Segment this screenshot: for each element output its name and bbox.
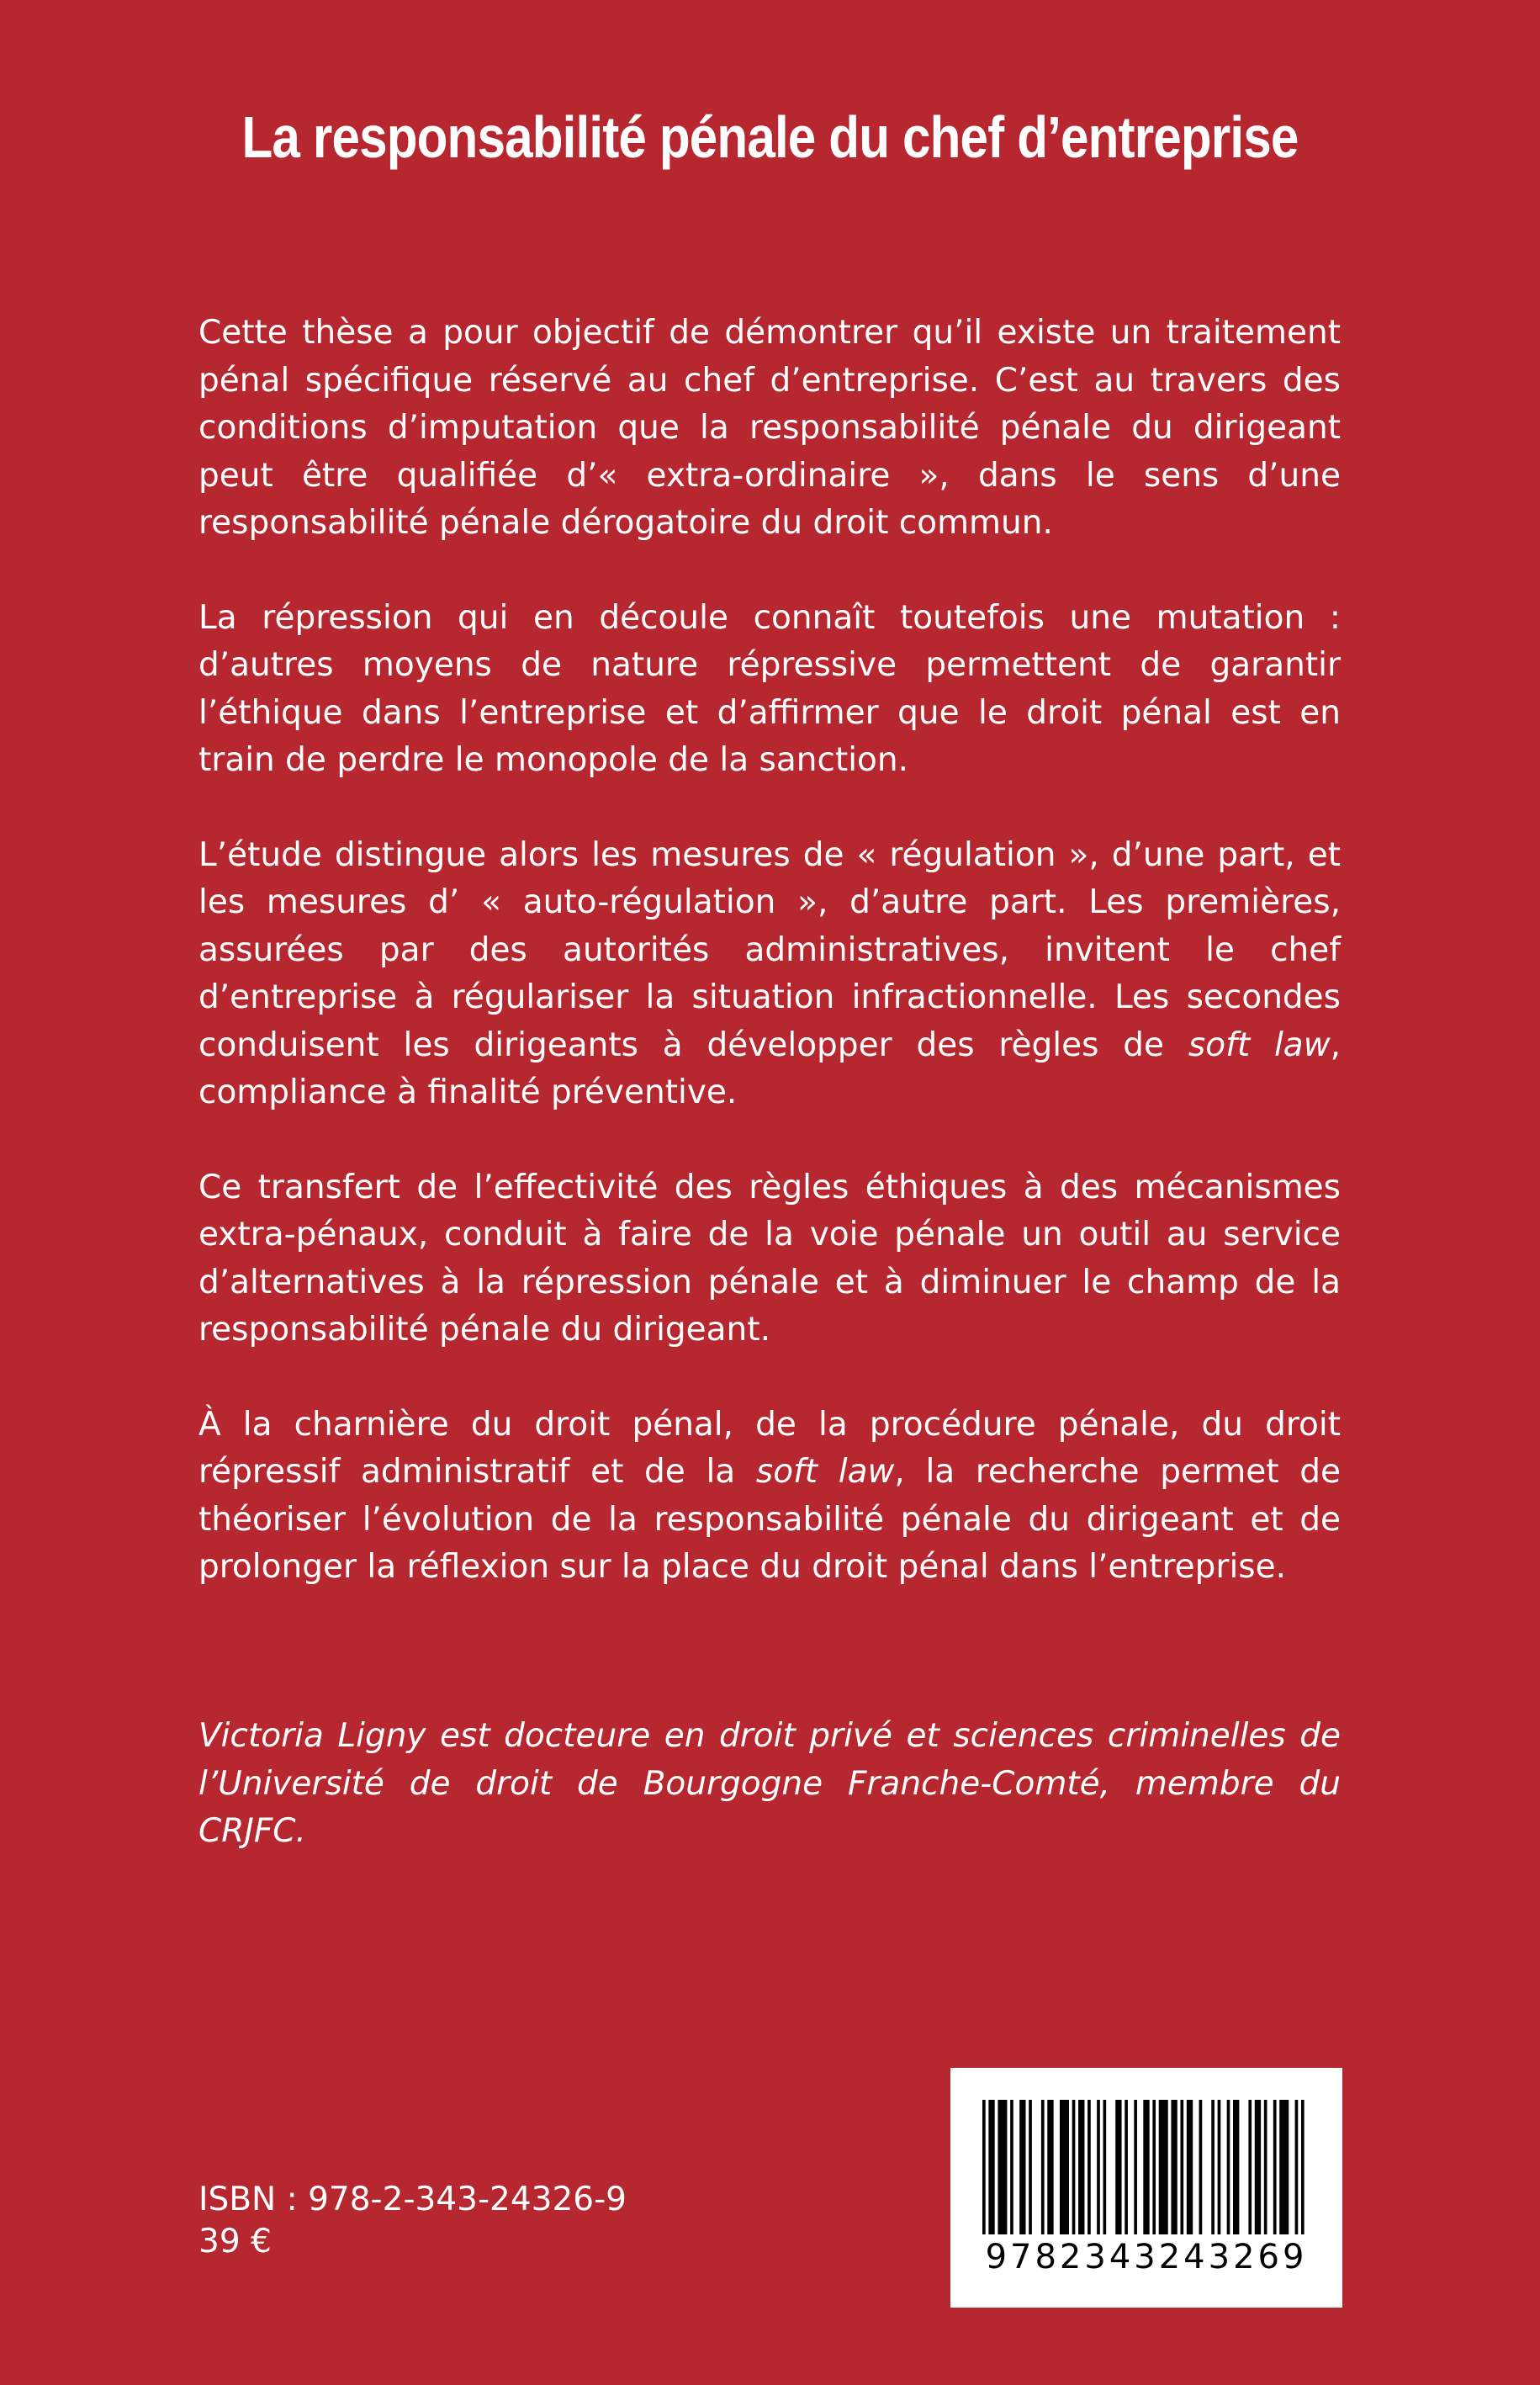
isbn-price-block — [198, 2179, 627, 2263]
barcode-bar — [1187, 2100, 1193, 2234]
isbn-number: ISBN : 978-2-343-24326-9 — [198, 2181, 627, 2218]
barcode-bar — [1273, 2100, 1277, 2234]
barcode-bar — [1029, 2100, 1032, 2234]
summary-paragraph — [198, 832, 1341, 1117]
barcode-bar — [1134, 2100, 1137, 2234]
summary-paragraph — [198, 1164, 1341, 1354]
barcode-bar — [1233, 2100, 1239, 2234]
barcode-bar — [1115, 2100, 1121, 2234]
barcode-bar — [1180, 2100, 1183, 2234]
italic-term: soft law — [1188, 1026, 1331, 1064]
barcode-bar — [1295, 2100, 1299, 2234]
book-title: La responsabilité pénale du chef d’entreprise — [241, 104, 1299, 170]
barcode-bars — [982, 2100, 1310, 2234]
barcode-bar — [1227, 2100, 1230, 2234]
barcode-bar — [1301, 2100, 1305, 2234]
summary-paragraph — [198, 1402, 1341, 1592]
paragraph-text: Cette thèse a pour objectif de démontrer qu’il existe un traitement pénal spécifique réservé au chef d’entreprise. C’est au travers des conditions d’imputation que la responsabilité pénale du dirigeant peut être qualifiée d’« extra-ordinaire », dans le sens d’une responsabilité pénale dérogatoire du droit commun. — [198, 314, 1341, 542]
barcode-bar — [998, 2100, 1007, 2234]
barcode-bar — [1078, 2100, 1084, 2234]
barcode-bar — [982, 2100, 986, 2234]
paragraph-text: À la charnière du droit pénal, de la procédure pénale, du droit répressif administratif et de la — [198, 1405, 1341, 1491]
paragraph-text: Ce transfert de l’effectivité des règles éthiques à des mécanismes extra-pénaux, conduit à faire de la voie pénale un outil au service d’alternatives à la répression pénale et à diminuer le champ de la responsabilité pénale du dirigeant. — [198, 1168, 1341, 1349]
paragraph-text: , la recherche permet de théoriser l’évolution de la responsabilité pénale du dirigeant et de prolonger la réflexion sur la place du droit pénal dans l’entreprise. — [198, 1453, 1341, 1586]
barcode-bar — [1279, 2100, 1289, 2234]
paragraph-text: La répression qui en découle connaît toutefois une mutation : d’autres moyens de nature répressive permettent de garantir l’éthique dans l’entreprise et d’affirmer que le droit pénal est en train de perdre le monopole de la sanction. — [198, 598, 1341, 779]
summary-paragraph — [198, 595, 1341, 785]
barcode-bar — [1125, 2100, 1128, 2234]
barcode-bar — [1047, 2100, 1053, 2234]
paragraph-text: L’étude distingue alors les mesures de « régulation », d’une part, et les mesures d’ « auto-régulation », d’autre part. Les premières, assurées par des autorités administratives, invitent le chef d’entreprise à régulariser la situation infractionnelle. Les secondes conduisent les dirigeants à développer des règles de — [198, 835, 1341, 1064]
barcode-bar — [1143, 2100, 1149, 2234]
barcode-bar — [1097, 2100, 1100, 2234]
price: 39 € — [198, 2223, 272, 2260]
barcode-bar — [1171, 2100, 1177, 2234]
summary-paragraph — [198, 310, 1341, 548]
paragraph-text: , compliance à finalité préventive. — [198, 1026, 1341, 1111]
barcode-bar — [1060, 2100, 1069, 2234]
barcode-bar — [1041, 2100, 1045, 2234]
barcode-bar — [1255, 2100, 1261, 2234]
author-note: Victoria Ligny est docteure en droit privé et sciences criminelles de l’Université de droit de Bourgogne Franche-Comté, membre du CRJFC. — [198, 1717, 1341, 1850]
barcode-digits: 9782343243269 — [985, 2238, 1308, 2276]
barcode-bar — [1010, 2100, 1013, 2234]
back-cover-summary — [198, 310, 1341, 1592]
barcode-bar — [1159, 2100, 1168, 2234]
barcode-bar — [1103, 2100, 1106, 2234]
italic-term: soft law — [755, 1453, 895, 1491]
barcode-bar — [1248, 2100, 1252, 2234]
barcode-bar — [1264, 2100, 1267, 2234]
barcode-bar — [1072, 2100, 1076, 2234]
barcode-bar — [988, 2100, 994, 2234]
barcode-bar — [1218, 2100, 1221, 2234]
barcode — [950, 2068, 1342, 2308]
barcode-bar — [1199, 2100, 1203, 2234]
barcode-bar — [1019, 2100, 1025, 2234]
barcode-bar — [1211, 2100, 1215, 2234]
barcode-bar — [1088, 2100, 1091, 2234]
barcode-bar — [1152, 2100, 1156, 2234]
